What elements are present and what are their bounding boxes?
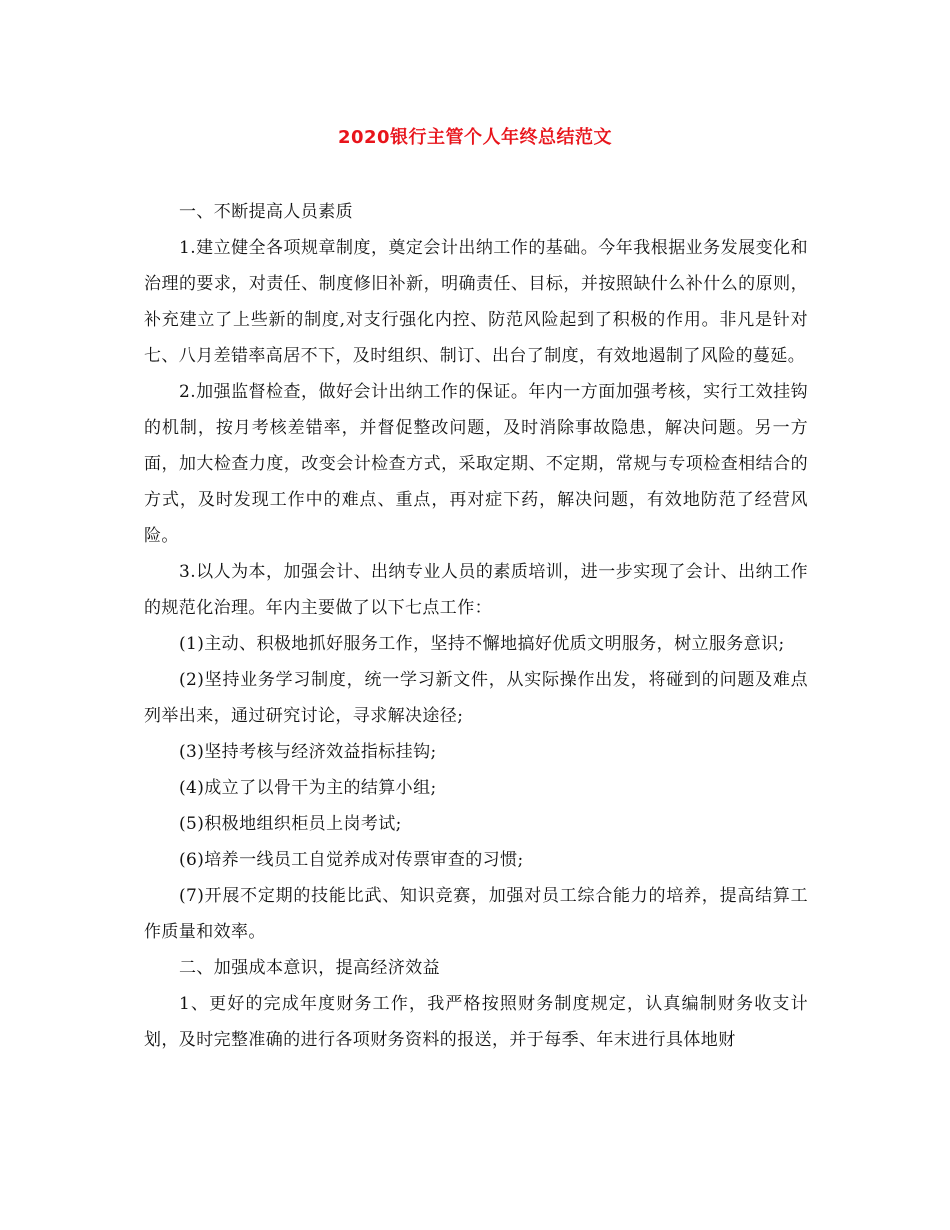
list-item-1: (1)主动、积极地抓好服务工作，坚持不懈地搞好优质文明服务，树立服务意识; [179,634,785,654]
section-heading-2: 二、加强成本意识，提高经济效益 [179,958,440,978]
paragraph-2: 2.加强监督检查，做好会计出纳工作的保证。年内一方面加强考核，实行工效挂钩的机制，按月考核差错率，并督促整改问题，及时消除事故隐患，解决问题。另一方面，加大检查力度，改变会计检查方式，采取定期、不定期，常规与专项检查相结合的方式，及时发现工作中的难点、重点，再对症下药，解决问题，有效地防范了经营风险。 [144,382,808,546]
paragraph-3: 3.以人为本，加强会计、出纳专业人员的素质培训，进一步实现了会计、出纳工作的规范化治理。年内主要做了以下七点工作： [144,562,808,618]
list-item-2: (2)坚持业务学习制度，统一学习新文件，从实际操作出发，将碰到的问题及难点列举出来，通过研究讨论，寻求解决途径; [144,670,808,726]
list-item-3: (3)坚持考核与经济效益指标挂钩; [179,742,437,762]
paragraph-1: 1.建立健全各项规章制度，奠定会计出纳工作的基础。今年我根据业务发展变化和治理的要求，对责任、制度修旧补新，明确责任、目标，并按照缺什么补什么的原则，补充建立了上些新的制度,对支行强化内控、防范风险起到了积极的作用。非凡是针对七、八月差错率高居不下，及时组织、制订、出台了制度，有效地遏制了风险的蔓延。 [144,238,808,366]
document-body [144,194,808,1058]
document-title: 2020银行主管个人年终总结范文 [337,127,613,148]
list-item-7: (7)开展不定期的技能比武、知识竞赛，加强对员工综合能力的培养，提高结算工作质量和效率。 [144,886,808,942]
section-heading-1: 一、不断提高人员素质 [179,202,353,222]
list-item-6: (6)培养一线员工自觉养成对传票审查的习惯; [179,850,524,870]
list-item-5: (5)积极地组织柜员上岗考试; [179,814,402,834]
paragraph-4: 1、更好的完成年度财务工作，我严格按照财务制度规定，认真编制财务收支计划，及时完整准确的进行各项财务资料的报送，并于每季、年末进行具体地财 [144,994,808,1050]
list-item-4: (4)成立了以骨干为主的结算小组; [179,778,437,798]
